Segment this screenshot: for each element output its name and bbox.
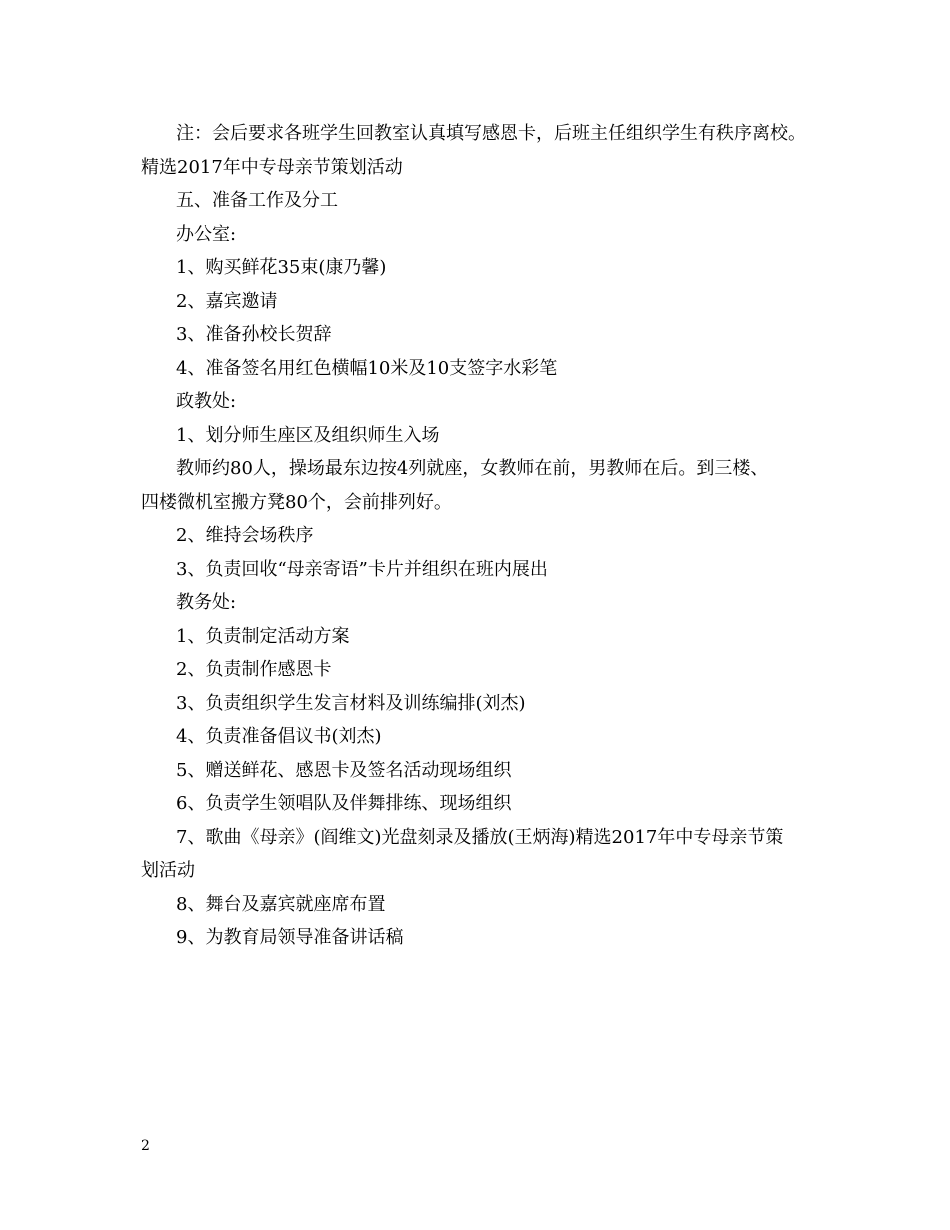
list-item: 3、准备孙校长贺辞 (176, 324, 332, 345)
list-item: 7、歌曲《母亲》(阎维文)光盘刻录及播放(王炳海)精选2017年中专母亲节策 (176, 826, 784, 848)
list-item: 9、为教育局领导准备讲话稿 (176, 927, 404, 948)
note-paragraph: 注：会后要求各班学生回教室认真填写感恩卡，后班主任组织学生有秩序离校。 (176, 123, 806, 144)
department-heading-office: 办公室: (176, 223, 237, 245)
department-heading-political: 政教处: (176, 391, 237, 412)
page-number: 2 (141, 1138, 150, 1154)
body-paragraph-continuation: 四楼微机室搬方凳80个，会前排列好。 (141, 491, 452, 513)
list-item: 6、负责学生领唱队及伴舞排练、现场组织 (176, 793, 512, 814)
list-item: 3、负责回收“母亲寄语”卡片并组织在班内展出 (176, 558, 548, 580)
list-item: 2、负责制作感恩卡 (176, 659, 332, 680)
list-item: 8、舞台及嘉宾就座席布置 (176, 893, 386, 915)
list-item: 1、划分师生座区及组织师生入场 (176, 424, 440, 446)
list-item: 2、嘉宾邀请 (176, 290, 278, 312)
list-item: 1、负责制定活动方案 (176, 625, 350, 647)
list-item-continuation: 划活动 (141, 860, 195, 881)
body-paragraph: 教师约80人，操场最东边按4列就座，女教师在前，男教师在后。到三楼、 (176, 458, 769, 479)
page-body (141, 117, 821, 955)
list-item: 3、负责组织学生发言材料及训练编排(刘杰) (176, 692, 526, 714)
department-heading-academic: 教务处: (176, 592, 237, 613)
section-heading: 五、准备工作及分工 (176, 190, 338, 211)
list-item: 2、维持会场秩序 (176, 525, 314, 546)
list-item: 4、准备签名用红色横幅10米及10支签字水彩笔 (176, 357, 558, 379)
title-line: 精选2017年中专母亲节策划活动 (141, 156, 403, 178)
list-item: 5、赠送鲜花、感恩卡及签名活动现场组织 (176, 759, 512, 781)
list-item: 1、购买鲜花35束(康乃馨) (176, 257, 387, 278)
list-item: 4、负责准备倡议书(刘杰) (176, 726, 382, 747)
